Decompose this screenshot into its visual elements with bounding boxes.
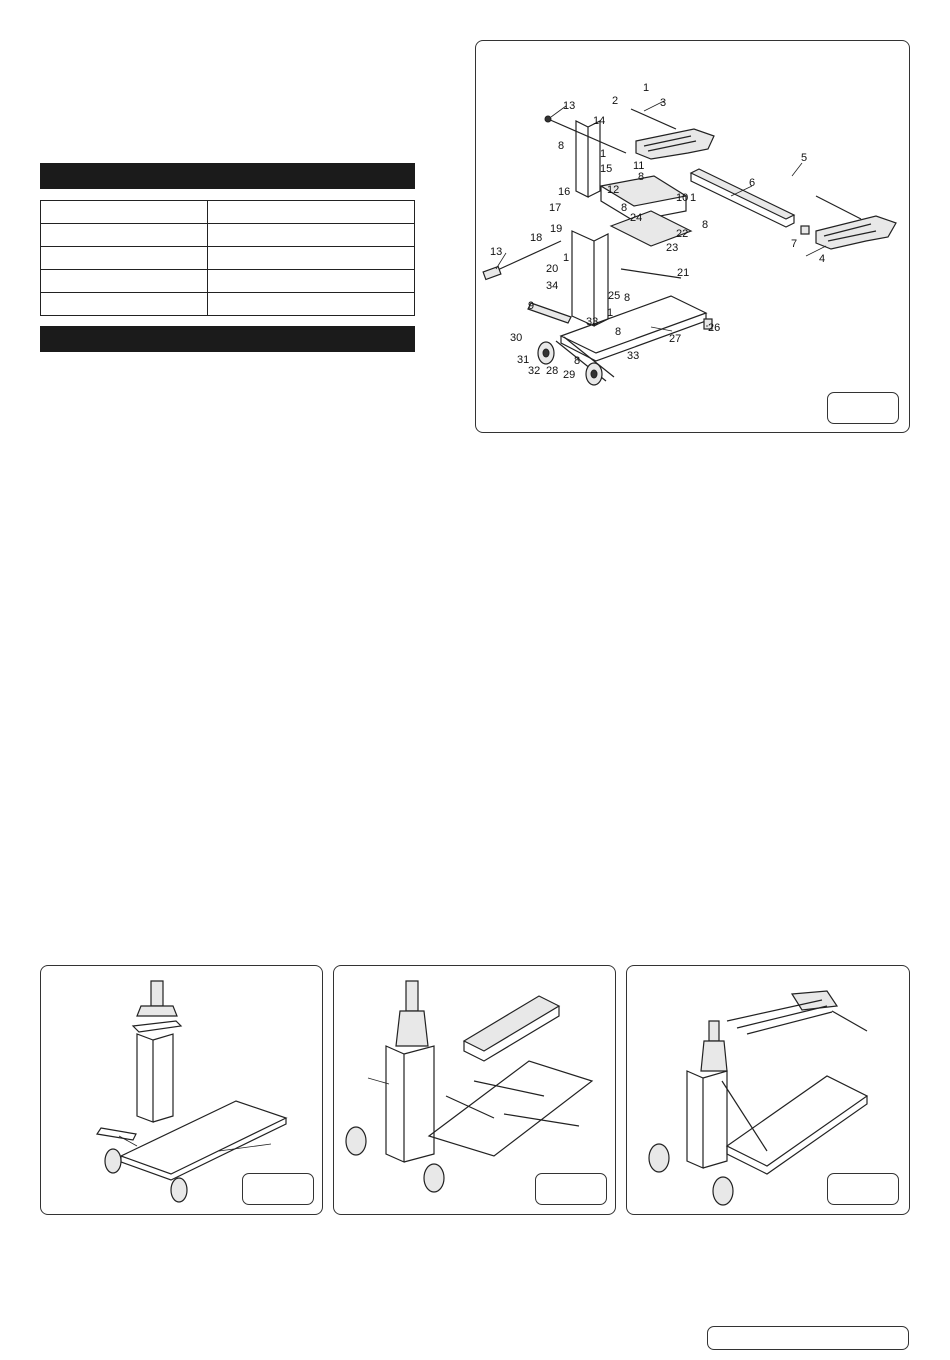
part-label: 8 xyxy=(615,326,622,338)
exploded-parts-drawing xyxy=(476,41,909,432)
part-label: 1 xyxy=(600,148,607,160)
part-label: 7 xyxy=(791,238,798,250)
part-label: 14 xyxy=(593,115,606,127)
figure-label-box xyxy=(827,1173,899,1205)
figure-label-box xyxy=(827,392,899,424)
part-label: 21 xyxy=(677,267,690,279)
part-label: 25 xyxy=(608,290,621,302)
spec-value xyxy=(208,247,415,270)
section-header-bar-1 xyxy=(40,163,415,189)
spec-label xyxy=(41,270,208,293)
spec-label xyxy=(41,247,208,270)
assembly-step-panel-2 xyxy=(333,965,616,1215)
part-label: 13 xyxy=(490,246,503,258)
spec-label xyxy=(41,201,208,224)
part-label: 18 xyxy=(530,232,543,244)
part-label: 24 xyxy=(630,212,643,224)
exploded-parts-diagram xyxy=(475,40,910,433)
part-label: 6 xyxy=(749,177,756,189)
part-label: 9 xyxy=(528,300,535,312)
part-label: 1 xyxy=(690,192,697,204)
part-label: 5 xyxy=(801,152,808,164)
part-label: 4 xyxy=(819,253,826,265)
spec-value xyxy=(208,224,415,247)
part-label: 33 xyxy=(627,350,640,362)
part-label: 31 xyxy=(517,354,530,366)
part-label: 1 xyxy=(643,82,650,94)
part-label: 3 xyxy=(660,97,667,109)
spec-value xyxy=(208,201,415,224)
part-label: 28 xyxy=(546,365,559,377)
part-label: 15 xyxy=(600,163,613,175)
figure-label-box xyxy=(242,1173,314,1205)
table-row xyxy=(41,201,415,224)
spec-label xyxy=(41,224,208,247)
part-label: 13 xyxy=(563,100,576,112)
section-header-bar-2 xyxy=(40,326,415,352)
part-label: 8 xyxy=(624,292,631,304)
table-row xyxy=(41,293,415,316)
part-label: 1 xyxy=(563,252,570,264)
part-label: 1 xyxy=(607,307,614,319)
part-label: 8 xyxy=(574,355,581,367)
part-label: 30 xyxy=(510,332,523,344)
part-label: 20 xyxy=(546,263,559,275)
part-label: 26 xyxy=(708,322,721,334)
part-label: 34 xyxy=(546,280,559,292)
part-label: 16 xyxy=(558,186,571,198)
part-label: 29 xyxy=(563,369,576,381)
part-label: 10 xyxy=(676,192,689,204)
table-row xyxy=(41,247,415,270)
assembly-step-panel-1 xyxy=(40,965,323,1215)
spec-value xyxy=(208,293,415,316)
part-label: 22 xyxy=(676,228,689,240)
assembly-step-panel-3 xyxy=(626,965,910,1215)
part-label: 17 xyxy=(549,202,562,214)
spec-value xyxy=(208,270,415,293)
table-row xyxy=(41,270,415,293)
part-label: 33 xyxy=(586,316,599,328)
page-footer-box xyxy=(707,1326,909,1350)
table-row xyxy=(41,224,415,247)
part-label: 27 xyxy=(669,333,682,345)
figure-label-box xyxy=(535,1173,607,1205)
part-label: 2 xyxy=(612,95,619,107)
part-label: 11 xyxy=(633,160,645,172)
part-label: 23 xyxy=(666,242,679,254)
part-label: 12 xyxy=(607,184,620,196)
part-label: 8 xyxy=(621,202,628,214)
specification-table xyxy=(40,200,415,316)
spec-label xyxy=(41,293,208,316)
part-label: 32 xyxy=(528,365,541,377)
part-label: 19 xyxy=(550,223,563,235)
part-label: 8 xyxy=(558,140,565,152)
part-label: 8 xyxy=(702,219,709,231)
part-label: 8 xyxy=(638,171,645,183)
